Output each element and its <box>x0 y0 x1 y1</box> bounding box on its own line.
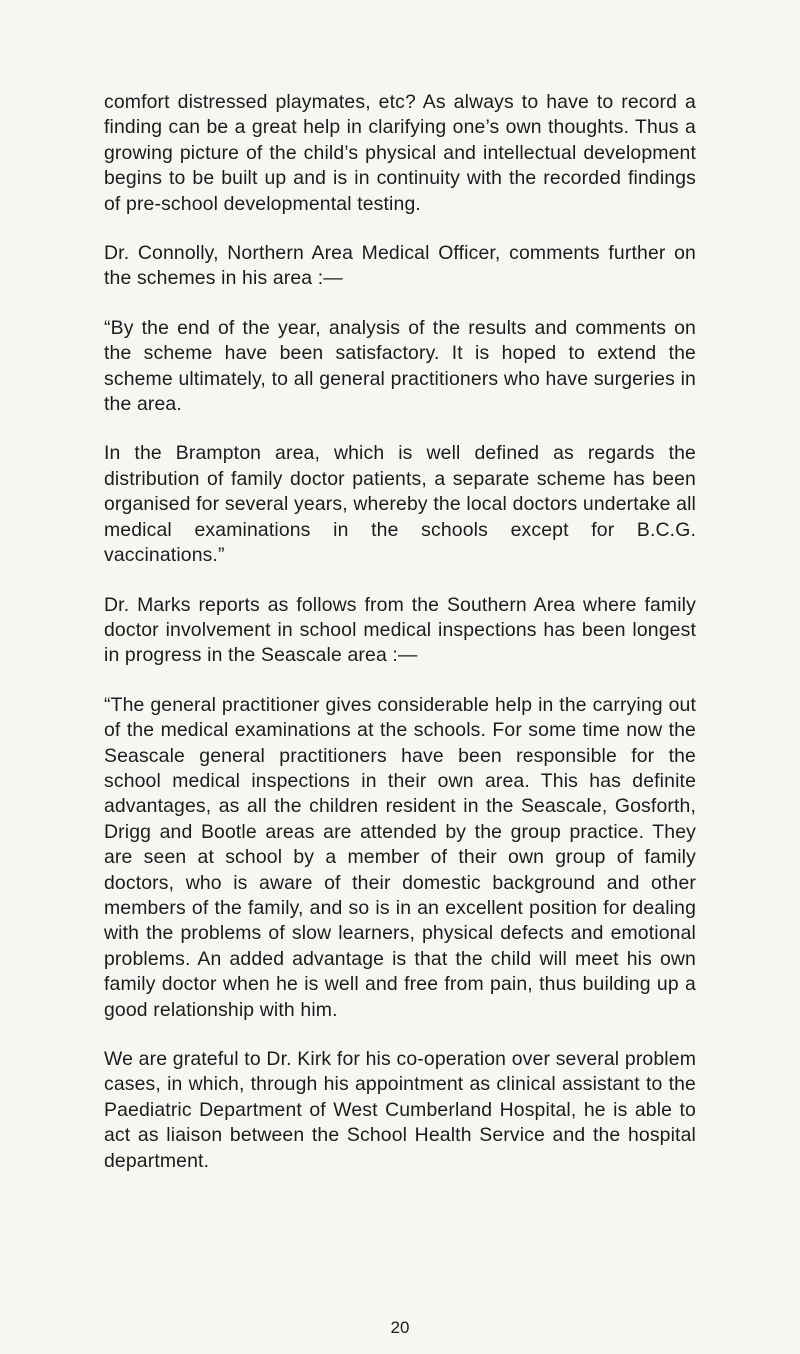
paragraph-marks-intro: Dr. Marks reports as follows from the Southern Area where family doctor involvement in school medical inspections has been longest in progress in the Seascale area :— <box>104 593 696 667</box>
document-page <box>104 90 696 1174</box>
page-number: 20 <box>390 1318 410 1337</box>
paragraph-connolly-quote-2: In the Brampton area, which is well defined as regards the distribution of family doctor patients, a separate scheme has been organised for several years, whereby the local doctors undertake all medical examinations in the schools except for B.C.G. vaccinations.” <box>104 442 696 567</box>
paragraph-kirk: We are grateful to Dr. Kirk for his co-operation over several problem cases, in which, through his appointment as clinical assistant to the Paediatric Department of West Cumberland Hospital, he is able to act as liaison between the School Health Service and the hospital department. <box>104 1048 696 1172</box>
paragraph-marks-quote: “The general practitioner gives considerable help in the carrying out of the medical examinations at the schools. For some time now the Seascale general practitioners have been responsible for the school medical inspections in their own area. This has definite advantages, as all the children resident in the Seascale, Gosforth, Drigg and Bootle areas are attended by the group practice. They are seen at school by a member of their own group of family doctors, who is aware of their domestic background and other members of the family, and so is in an excellent position for dealing with the problems of slow learners, physical defects and emotional problems. An added advantage is that the child will meet his own family doctor when he is well and free from pain, thus building up a good relationship with him. <box>104 693 696 1021</box>
paragraph-continuation: comfort distressed playmates, etc? As always to have to record a finding can be a great help in clarifying one’s own thoughts. Thus a growing picture of the child’s physical and intellectual development begins to be built up and is in continuity with the recorded findings of pre-school developmental testing. <box>104 91 696 215</box>
paragraph-connolly-quote-1: “By the end of the year, analysis of the results and comments on the scheme have been satisfactory. It is hoped to extend the scheme ultimately, to all general practitioners who have surgeries in the area. <box>104 316 696 416</box>
paragraph-connolly-intro: Dr. Connolly, Northern Area Medical Officer, comments further on the schemes in his area :— <box>104 242 696 290</box>
